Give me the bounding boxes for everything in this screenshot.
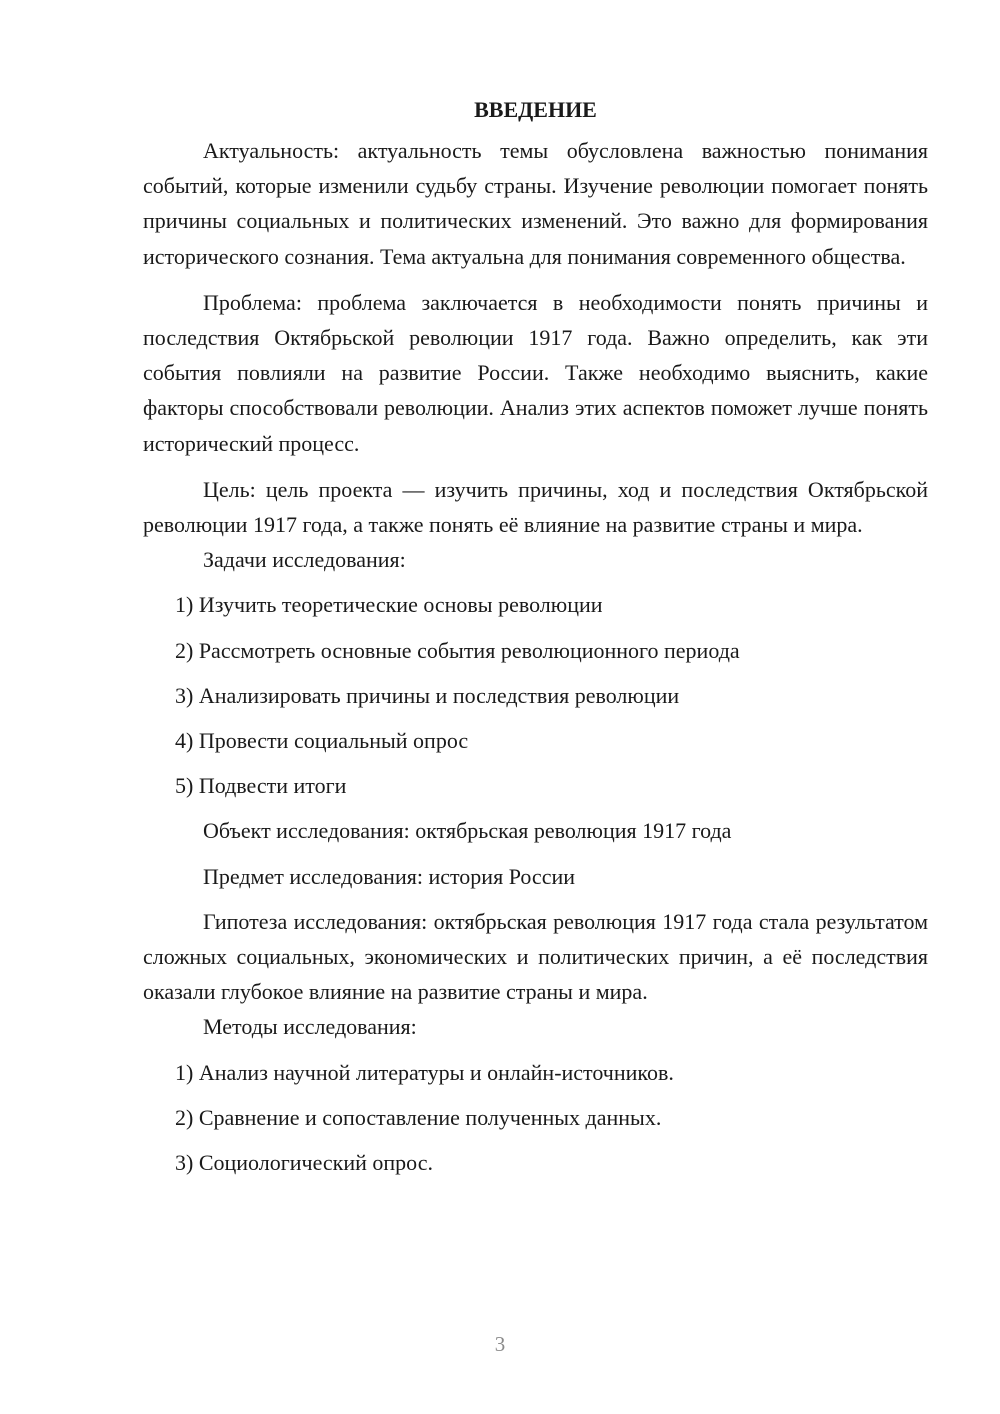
tasks-list-item: 4) Провести социальный опрос [175, 728, 469, 754]
methods-list [143, 1055, 928, 1181]
tasks-list-item: 5) Подвести итоги [175, 773, 347, 799]
tasks-list [143, 587, 928, 803]
tasks-heading: Задачи исследования: [203, 547, 406, 573]
page-title: ВВЕДЕНИЕ [474, 97, 597, 122]
problem-paragraph: Проблема: проблема заключается в необходимости понять причины и последствия Октябрьской революции 1917 года. Важно определить, как эти события повлияли на развитие России. Также необходимо выяснить, какие факторы способствовали революции. Анализ этих аспектов поможет лучше понять исторический процесс. [143, 289, 928, 456]
subject-line: Предмет исследования: история России [203, 863, 576, 889]
methods-list-item: 1) Анализ научной литературы и онлайн-источников. [175, 1059, 674, 1085]
tasks-list-item: 3) Анализировать причины и последствия революции [175, 682, 680, 708]
methods-heading: Методы исследования: [203, 1014, 417, 1040]
document-page [143, 92, 928, 1180]
tasks-list-item: 2) Рассмотреть основные события революционного периода [175, 637, 740, 663]
hypothesis-paragraph: Гипотеза исследования: октябрьская революция 1917 года стала результатом сложных социальных, экономических и политических причин, а её последствия оказали глубокое влияние на развитие страны и мира. [143, 908, 928, 1005]
object-line: Объект исследования: октябрьская революция 1917 года [203, 818, 732, 844]
methods-list-item: 2) Сравнение и сопоставление полученных данных. [175, 1104, 662, 1130]
goal-paragraph: Цель: цель проекта — изучить причины, ход и последствия Октябрьской революции 1917 года, а также понять её влияние на развитие страны и мира. [143, 476, 928, 538]
relevance-paragraph: Актуальность: актуальность темы обусловлена важностью понимания событий, которые изменили судьбу страны. Изучение революции помогает понять причины социальных и политических изменений. Это важно для формирования исторического сознания. Тема актуальна для понимания современного общества. [143, 138, 928, 269]
tasks-list-item: 1) Изучить теоретические основы революции [175, 592, 603, 618]
methods-list-item: 3) Социологический опрос. [175, 1150, 433, 1176]
page-number: 3 [494, 1332, 506, 1356]
